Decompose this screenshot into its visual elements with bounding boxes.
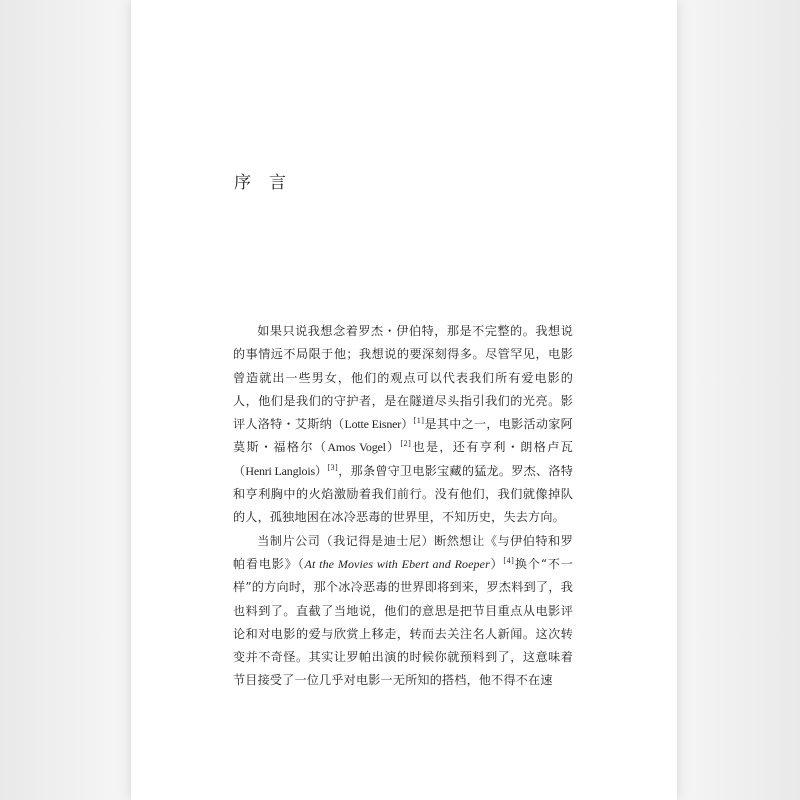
text-run: 当制片公司（我记得是迪士尼）断然想让《与伊伯特和罗帕看电影》（ [233,533,573,571]
preface-body [233,320,573,693]
text-run: 如果只说我想念着罗杰・伊伯特，那是不完整的。我想说的事情远不局限于他；我想说的要深刻得多。尽管罕见，电影曾造就出一些男女，他们的观点可以代表我们所有爱电影的人，他们是我们的守护者，是在隧道尽头指引我们的光亮。影评人洛特・艾斯纳（ [233,324,573,432]
text-run: 换个“不一样”的方向时，那个冰冷恶毒的世界即将到来，罗杰料到了，我也料到了。直截了当地说，他们的意思是把节目重点从电影评论和对电影的爱与欣赏上移走，转而去关注名人新闻。这次转变并不奇怪。其实让罗帕出演的时候你就预料到了，这意味着节目接受了一位几乎对电影一无所知的搭档，他不得不在速 [233,556,573,688]
text-run: 是其中之一，电影活动家阿莫斯・福格尔（ [233,417,573,455]
chapter-title-char: 序 [234,173,251,193]
footnote-ref[interactable]: [1] [413,416,425,426]
text-run: ） [489,556,504,571]
text-run: 也是，还有亨利・朗格卢瓦（ [233,440,574,478]
text-run: ，那条曾守卫电影宝藏的猛龙。罗杰、洛特和亨利胸中的火焰激励着我们前行。没有他们，我们就像掉队的人，孤独地困在冰冷恶毒的世界里，不知历史，失去方向。 [233,463,573,525]
paragraph [233,320,573,530]
chapter-title [234,168,286,193]
show-title: At the Movies with Ebert and Roeper [304,556,490,571]
footnote-ref[interactable]: [3] [327,462,339,472]
paragraph [233,530,573,693]
person-name: Henri Langlois [245,463,315,478]
book-page [131,0,677,800]
footnote-ref[interactable]: [4] [503,555,515,565]
text-run: ） [314,463,328,478]
footnote-ref[interactable]: [2] [400,439,412,449]
person-name: Amos Vogel [327,440,386,455]
text-run: ） [385,440,401,455]
person-name: Lotte Eisner [344,417,402,432]
text-run: ） [401,417,414,432]
chapter-title-char: 言 [269,173,286,193]
